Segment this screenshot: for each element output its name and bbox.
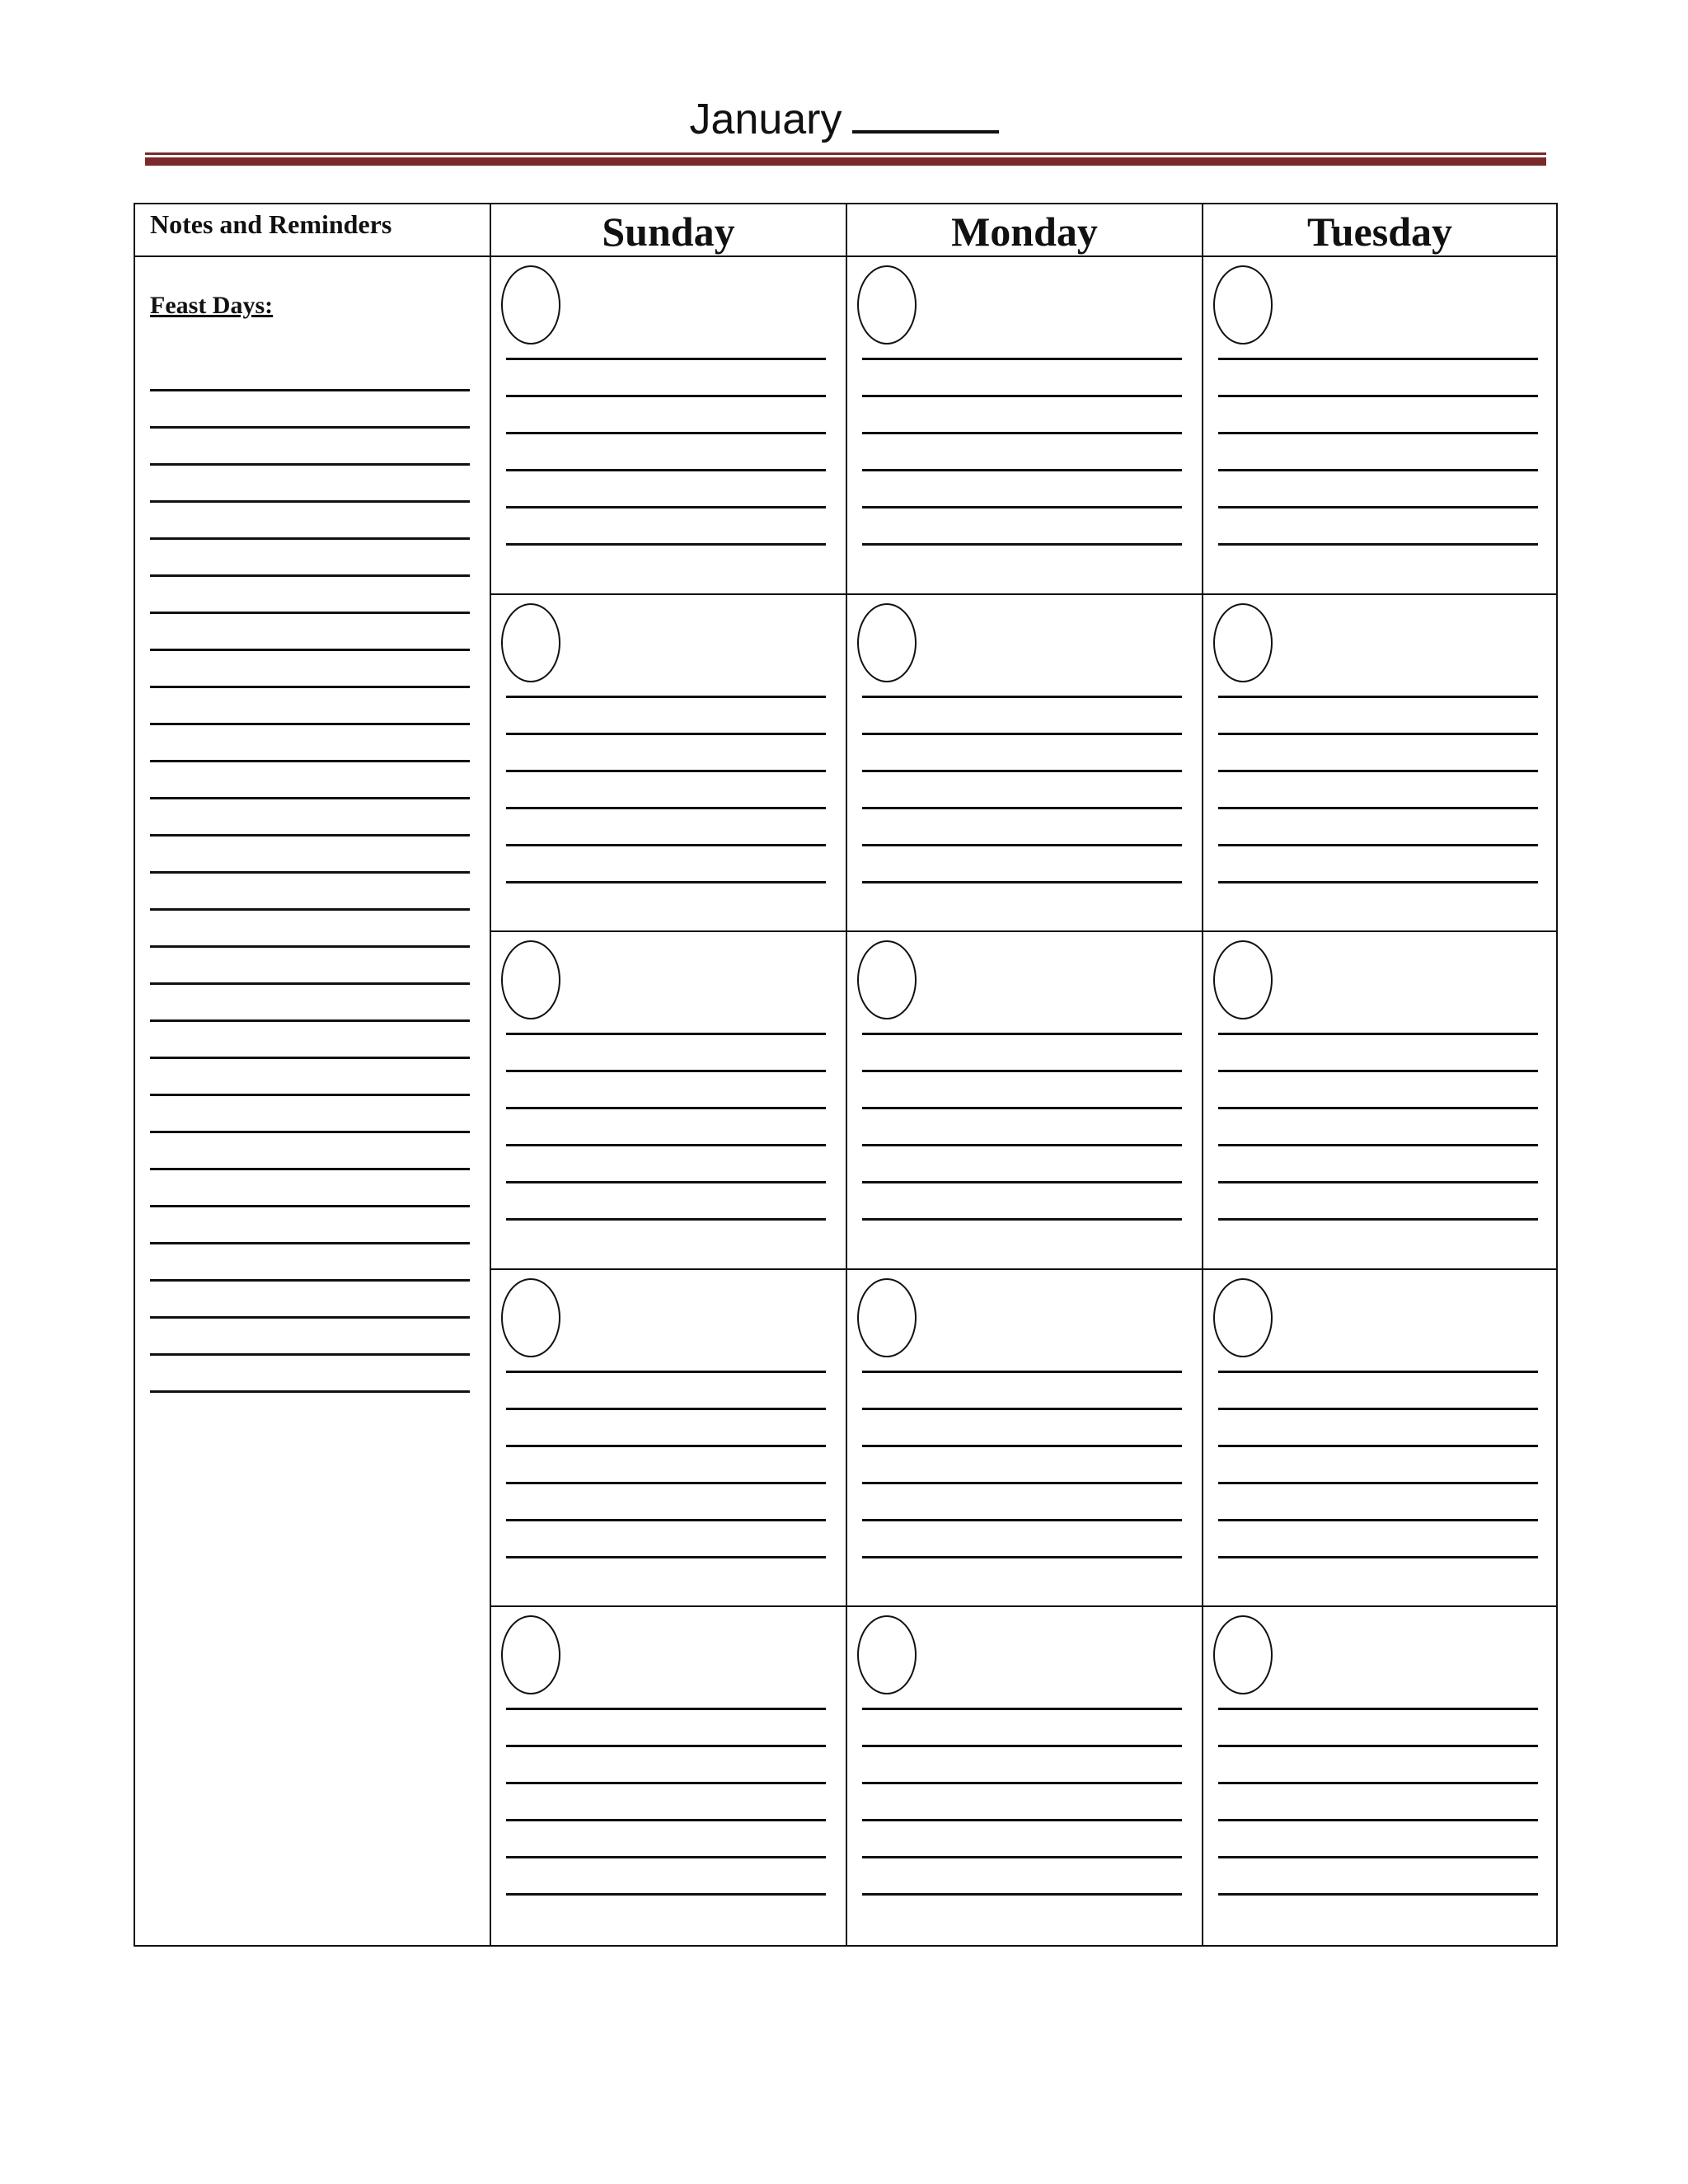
day-write-line[interactable] [506,1747,826,1784]
day-header-tuesday: Tuesday [1203,204,1556,257]
day-header-monday: Monday [847,204,1203,257]
day-lines [1218,1673,1538,1896]
day-write-line[interactable] [506,1447,826,1484]
day-write-line[interactable] [862,323,1182,360]
day-write-line[interactable] [1218,772,1538,809]
day-write-line[interactable] [862,1109,1182,1146]
notes-write-line[interactable] [150,948,470,985]
day-write-line[interactable] [1218,998,1538,1035]
day-write-line[interactable] [506,471,826,509]
day-write-line[interactable] [506,1035,826,1072]
day-write-line[interactable] [506,809,826,846]
notes-write-line[interactable] [150,837,470,874]
day-write-line[interactable] [506,735,826,772]
page-title [0,97,1688,141]
day-write-line[interactable] [1218,509,1538,546]
day-write-line[interactable] [506,1521,826,1558]
day-write-line[interactable] [862,1410,1182,1447]
day-cell-monday [847,257,1203,595]
day-write-line[interactable] [862,846,1182,883]
day-write-line[interactable] [506,1710,826,1747]
day-write-line[interactable] [1218,846,1538,883]
day-write-line[interactable] [862,434,1182,471]
day-write-line[interactable] [506,1336,826,1373]
day-write-line[interactable] [506,434,826,471]
notes-write-line[interactable] [150,1133,470,1170]
day-cell-sunday [491,257,847,595]
day-write-line[interactable] [506,1784,826,1821]
day-write-line[interactable] [862,397,1182,434]
day-write-line[interactable] [862,1183,1182,1221]
day-write-line[interactable] [862,1146,1182,1183]
day-write-line[interactable] [862,360,1182,397]
day-cell-tuesday [1203,595,1556,933]
notes-write-line[interactable] [150,985,470,1022]
day-write-line[interactable] [862,1521,1182,1558]
day-write-line[interactable] [506,1183,826,1221]
day-write-line[interactable] [1218,471,1538,509]
day-write-line[interactable] [862,1710,1182,1747]
notes-write-line[interactable] [150,1096,470,1133]
notes-write-line[interactable] [150,354,470,391]
day-write-line[interactable] [862,1072,1182,1109]
day-lines [862,998,1182,1221]
day-write-line[interactable] [506,1109,826,1146]
notes-write-line[interactable] [150,429,470,466]
month-name: January [689,96,842,143]
notes-write-line[interactable] [150,911,470,948]
day-write-line[interactable] [862,735,1182,772]
day-write-line[interactable] [506,661,826,698]
day-cell-monday [847,932,1203,1270]
day-write-line[interactable] [506,1858,826,1896]
notes-write-line[interactable] [150,466,470,503]
day-cell-tuesday [1203,1270,1556,1608]
header-rule-thick [145,157,1546,166]
day-cell-sunday [491,595,847,933]
day-lines [506,323,826,546]
notes-write-line[interactable] [150,762,470,799]
day-write-line[interactable] [1218,1410,1538,1447]
notes-write-line[interactable] [150,1022,470,1059]
day-write-line[interactable] [1218,1484,1538,1521]
day-write-line[interactable] [1218,1858,1538,1896]
day-write-line[interactable] [862,1484,1182,1521]
day-write-line[interactable] [1218,1072,1538,1109]
day-write-line[interactable] [1218,1183,1538,1221]
day-cell-monday [847,1270,1203,1608]
day-write-line[interactable] [506,397,826,434]
day-lines [506,661,826,883]
day-write-line[interactable] [506,1673,826,1710]
day-write-line[interactable] [862,772,1182,809]
day-lines [862,1336,1182,1558]
day-cell-monday [847,595,1203,933]
day-write-line[interactable] [1218,1373,1538,1410]
day-write-line[interactable] [1218,1673,1538,1710]
feast-days-label: Feast Days: [150,292,274,319]
day-write-line[interactable] [1218,360,1538,397]
notes-write-line[interactable] [150,1356,470,1393]
day-write-line[interactable] [862,1858,1182,1896]
day-write-line[interactable] [862,471,1182,509]
day-lines [1218,661,1538,883]
day-write-line[interactable] [1218,1784,1538,1821]
day-write-line[interactable] [1218,397,1538,434]
notes-write-line[interactable] [150,577,470,614]
notes-write-line[interactable] [150,651,470,688]
notes-write-line[interactable] [150,503,470,540]
notes-write-line[interactable] [150,1282,470,1319]
day-cell-sunday [491,1607,847,1945]
day-write-line[interactable] [506,998,826,1035]
day-lines [862,1673,1182,1896]
day-write-line[interactable] [1218,1035,1538,1072]
day-write-line[interactable] [1218,809,1538,846]
notes-write-line[interactable] [150,725,470,762]
day-write-line[interactable] [1218,1521,1538,1558]
day-write-line[interactable] [506,772,826,809]
notes-write-line[interactable] [150,540,470,577]
day-write-line[interactable] [862,1336,1182,1373]
notes-write-line[interactable] [150,391,470,429]
day-write-line[interactable] [862,1035,1182,1072]
day-write-line[interactable] [506,846,826,883]
day-lines [506,1673,826,1896]
day-cell-tuesday [1203,257,1556,595]
notes-write-line[interactable] [150,1207,470,1244]
day-cell-tuesday [1203,932,1556,1270]
day-write-line[interactable] [862,809,1182,846]
day-write-line[interactable] [506,360,826,397]
header-rule-thin [145,152,1546,155]
calendar-grid [134,203,1558,1947]
day-write-line[interactable] [862,1447,1182,1484]
day-write-line[interactable] [506,1410,826,1447]
day-write-line[interactable] [1218,1821,1538,1858]
notes-write-line[interactable] [150,614,470,651]
day-write-line[interactable] [1218,698,1538,735]
day-write-line[interactable] [862,1673,1182,1710]
day-write-line[interactable] [1218,1710,1538,1747]
day-cell-sunday [491,932,847,1270]
day-write-line[interactable] [506,509,826,546]
notes-panel [135,257,491,1945]
notes-write-line[interactable] [150,688,470,725]
day-lines [862,323,1182,546]
day-write-line[interactable] [1218,735,1538,772]
day-write-line[interactable] [862,1373,1182,1410]
day-write-line[interactable] [862,509,1182,546]
day-write-line[interactable] [1218,323,1538,360]
day-lines [1218,1336,1538,1558]
day-write-line[interactable] [506,698,826,735]
day-header-sunday: Sunday [491,204,847,257]
day-lines [506,1336,826,1558]
day-lines [862,661,1182,883]
day-write-line[interactable] [506,323,826,360]
day-write-line[interactable] [862,661,1182,698]
day-write-line[interactable] [862,998,1182,1035]
notes-write-line[interactable] [150,1170,470,1207]
day-lines [1218,323,1538,546]
day-write-line[interactable] [1218,1747,1538,1784]
day-write-line[interactable] [1218,1447,1538,1484]
day-cell-tuesday [1203,1607,1556,1945]
day-write-line[interactable] [1218,1109,1538,1146]
day-write-line[interactable] [1218,661,1538,698]
notes-lines [150,354,470,1393]
year-blank[interactable] [852,97,999,134]
day-write-line[interactable] [506,1072,826,1109]
day-write-line[interactable] [506,1821,826,1858]
day-write-line[interactable] [506,1146,826,1183]
day-write-line[interactable] [862,1747,1182,1784]
day-cell-sunday [491,1270,847,1608]
day-write-line[interactable] [862,1821,1182,1858]
day-write-line[interactable] [506,1373,826,1410]
notes-write-line[interactable] [150,1244,470,1282]
notes-write-line[interactable] [150,1059,470,1096]
day-write-line[interactable] [1218,434,1538,471]
day-write-line[interactable] [1218,1336,1538,1373]
day-write-line[interactable] [862,698,1182,735]
notes-write-line[interactable] [150,799,470,837]
day-write-line[interactable] [862,1784,1182,1821]
notes-write-line[interactable] [150,874,470,911]
notes-header: Notes and Reminders [135,204,491,257]
notes-write-line[interactable] [150,1319,470,1356]
day-write-line[interactable] [1218,1146,1538,1183]
day-write-line[interactable] [506,1484,826,1521]
day-lines [506,998,826,1221]
day-lines [1218,998,1538,1221]
day-cell-monday [847,1607,1203,1945]
